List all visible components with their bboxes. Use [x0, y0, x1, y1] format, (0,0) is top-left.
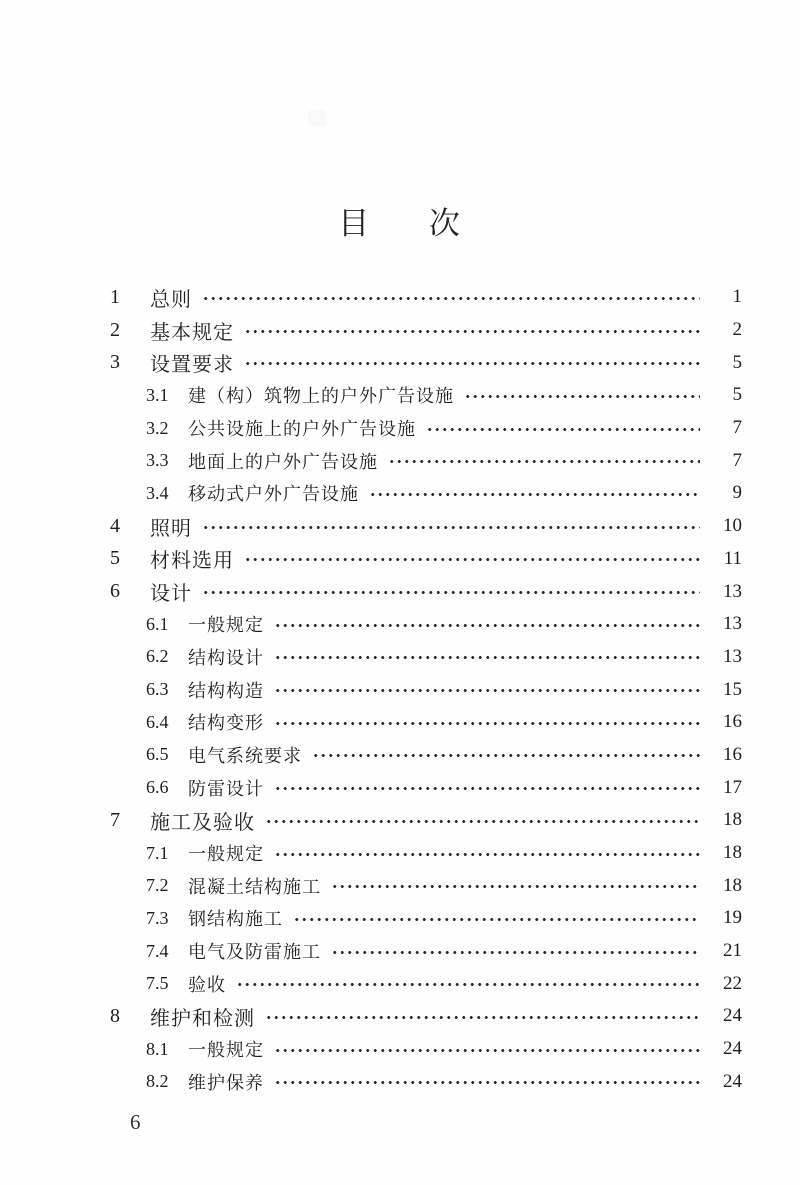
toc-entry-number: 6	[110, 580, 120, 603]
toc-entry-label: 维护和检测	[150, 1007, 255, 1030]
dot-leader	[312, 751, 700, 760]
toc-entry-number: 6.2	[146, 646, 169, 667]
toc-entry-number: 6.3	[146, 679, 169, 700]
toc-entry-label: 结构构造	[188, 680, 264, 701]
toc-entry	[110, 543, 742, 576]
toc-entry-label: 防雷设计	[188, 778, 264, 799]
dot-leader	[388, 457, 700, 466]
dot-leader	[236, 980, 700, 989]
toc-entry-label: 材料选用	[150, 550, 234, 573]
toc-entry-page: 2	[732, 319, 742, 341]
toc-entry-label: 一般规定	[188, 615, 264, 636]
toc-entry-number: 7.2	[146, 875, 169, 896]
page-number: 6	[130, 1110, 141, 1134]
dot-leader	[274, 719, 700, 728]
dot-leader	[244, 359, 700, 368]
dot-leader	[244, 555, 700, 564]
toc-entry-label: 施工及验收	[150, 811, 255, 834]
toc-entry-label: 混凝土结构施工	[188, 876, 321, 897]
toc-entry	[110, 314, 742, 347]
toc-entry-number: 3.1	[146, 384, 169, 405]
toc-entry-page: 18	[723, 874, 742, 896]
toc-entry-page: 24	[723, 1005, 742, 1027]
dot-leader	[244, 327, 700, 336]
toc-entry	[110, 412, 742, 445]
dot-leader	[265, 1013, 700, 1022]
dot-leader	[274, 784, 700, 793]
toc-entry-label: 钢结构施工	[188, 909, 283, 930]
dot-leader	[274, 1046, 700, 1055]
dot-leader	[331, 882, 700, 891]
toc-entry-page: 7	[732, 417, 742, 439]
toc-entry-number: 8.1	[146, 1038, 169, 1059]
dot-leader	[274, 686, 700, 695]
toc-entry	[110, 281, 742, 314]
toc-entry-page: 18	[723, 842, 742, 864]
dot-leader	[274, 653, 700, 662]
toc-entry-label: 移动式户外广告设施	[188, 484, 359, 505]
toc-entry	[110, 1033, 742, 1066]
toc-entry-number: 8	[110, 1004, 120, 1027]
toc-entry-number: 6.6	[146, 777, 169, 798]
dot-leader	[202, 588, 700, 597]
toc-entry-page: 1	[732, 286, 742, 308]
toc-entry-page: 16	[723, 711, 742, 733]
toc-entry	[110, 510, 742, 543]
toc-entry-number: 3.3	[146, 450, 169, 471]
toc-entry-label: 设置要求	[150, 354, 234, 377]
toc-entry	[110, 935, 742, 968]
dot-leader	[274, 850, 700, 859]
toc-entry	[110, 477, 742, 510]
toc-entry-label: 地面上的户外广告设施	[188, 451, 378, 472]
toc-entry	[110, 1000, 742, 1033]
toc-entry-page: 11	[723, 547, 742, 569]
toc-entry	[110, 444, 742, 477]
dot-leader	[464, 392, 700, 401]
toc-entry	[110, 346, 742, 379]
toc-entry-number: 6.1	[146, 613, 169, 634]
toc-entry-label: 公共设施上的户外广告设施	[188, 419, 416, 440]
toc-entry-page: 18	[723, 809, 742, 831]
toc-entry-number: 7.3	[146, 907, 169, 928]
toc-entry-page: 5	[732, 351, 742, 373]
toc-entry-label: 一般规定	[188, 844, 264, 865]
toc-entry	[110, 804, 742, 837]
dot-leader	[202, 523, 700, 532]
toc-entry-page: 24	[723, 1070, 742, 1092]
toc-entry-page: 13	[723, 645, 742, 667]
toc-entry-number: 6.5	[146, 744, 169, 765]
toc-entry-label: 结构设计	[188, 647, 264, 668]
toc-entry-number: 2	[110, 318, 120, 341]
toc-entry-label: 设计	[150, 583, 192, 606]
scan-artifact	[308, 110, 326, 126]
toc-entry-page: 9	[732, 482, 742, 504]
toc-list	[110, 281, 742, 1098]
toc-entry	[110, 706, 742, 739]
toc-entry-number: 6.4	[146, 711, 169, 732]
toc-entry	[110, 641, 742, 674]
toc-entry	[110, 869, 742, 902]
toc-entry-number: 7.1	[146, 842, 169, 863]
toc-entry-page: 24	[723, 1038, 742, 1060]
toc-entry-label: 基本规定	[150, 321, 234, 344]
dot-leader	[426, 425, 700, 434]
toc-entry-page: 15	[723, 678, 742, 700]
toc-entry	[110, 837, 742, 870]
toc-entry-label: 电气系统要求	[188, 745, 302, 766]
toc-entry-label: 照明	[150, 517, 192, 540]
toc-entry	[110, 608, 742, 641]
toc-entry-label: 一般规定	[188, 1040, 264, 1061]
dot-leader	[293, 915, 700, 924]
toc-entry-page: 7	[732, 449, 742, 471]
toc-entry-number: 1	[110, 285, 120, 308]
toc-entry-label: 总则	[150, 288, 192, 311]
toc-entry-page: 16	[723, 743, 742, 765]
toc-entry	[110, 771, 742, 804]
toc-entry-page: 19	[723, 907, 742, 929]
toc-entry-label: 维护保养	[188, 1072, 264, 1093]
toc-entry-page: 21	[723, 940, 742, 962]
toc-entry	[110, 379, 742, 412]
toc-entry-number: 5	[110, 547, 120, 570]
toc-entry-number: 7.4	[146, 940, 169, 961]
toc-entry-page: 13	[723, 613, 742, 635]
toc-entry-number: 7	[110, 808, 120, 831]
toc-entry	[110, 575, 742, 608]
dot-leader	[274, 621, 700, 630]
toc-entry-page: 5	[732, 384, 742, 406]
dot-leader	[331, 948, 700, 957]
toc-entry-label: 电气及防雷施工	[188, 942, 321, 963]
dot-leader	[274, 1078, 700, 1087]
toc-entry-page: 13	[723, 580, 742, 602]
toc-entry	[110, 1066, 742, 1099]
page-title: 目 次	[338, 206, 462, 241]
dot-leader	[369, 490, 700, 499]
dot-leader	[202, 294, 700, 303]
toc-entry-label: 验收	[188, 974, 226, 995]
toc-entry-number: 8.2	[146, 1071, 169, 1092]
dot-leader	[265, 817, 700, 826]
toc-entry	[110, 673, 742, 706]
toc-entry-number: 3	[110, 351, 120, 374]
toc-entry-page: 17	[723, 776, 742, 798]
toc-entry-number: 3.4	[146, 482, 169, 503]
toc-entry-number: 4	[110, 514, 120, 537]
toc-entry	[110, 902, 742, 935]
toc-entry-number: 3.2	[146, 417, 169, 438]
toc-entry-label: 建（构）筑物上的户外广告设施	[188, 386, 454, 407]
toc-entry-page: 22	[723, 972, 742, 994]
toc-entry-label: 结构变形	[188, 713, 264, 734]
toc-entry-number: 7.5	[146, 973, 169, 994]
toc-entry	[110, 739, 742, 772]
toc-entry-page: 10	[723, 515, 742, 537]
toc-entry	[110, 967, 742, 1000]
